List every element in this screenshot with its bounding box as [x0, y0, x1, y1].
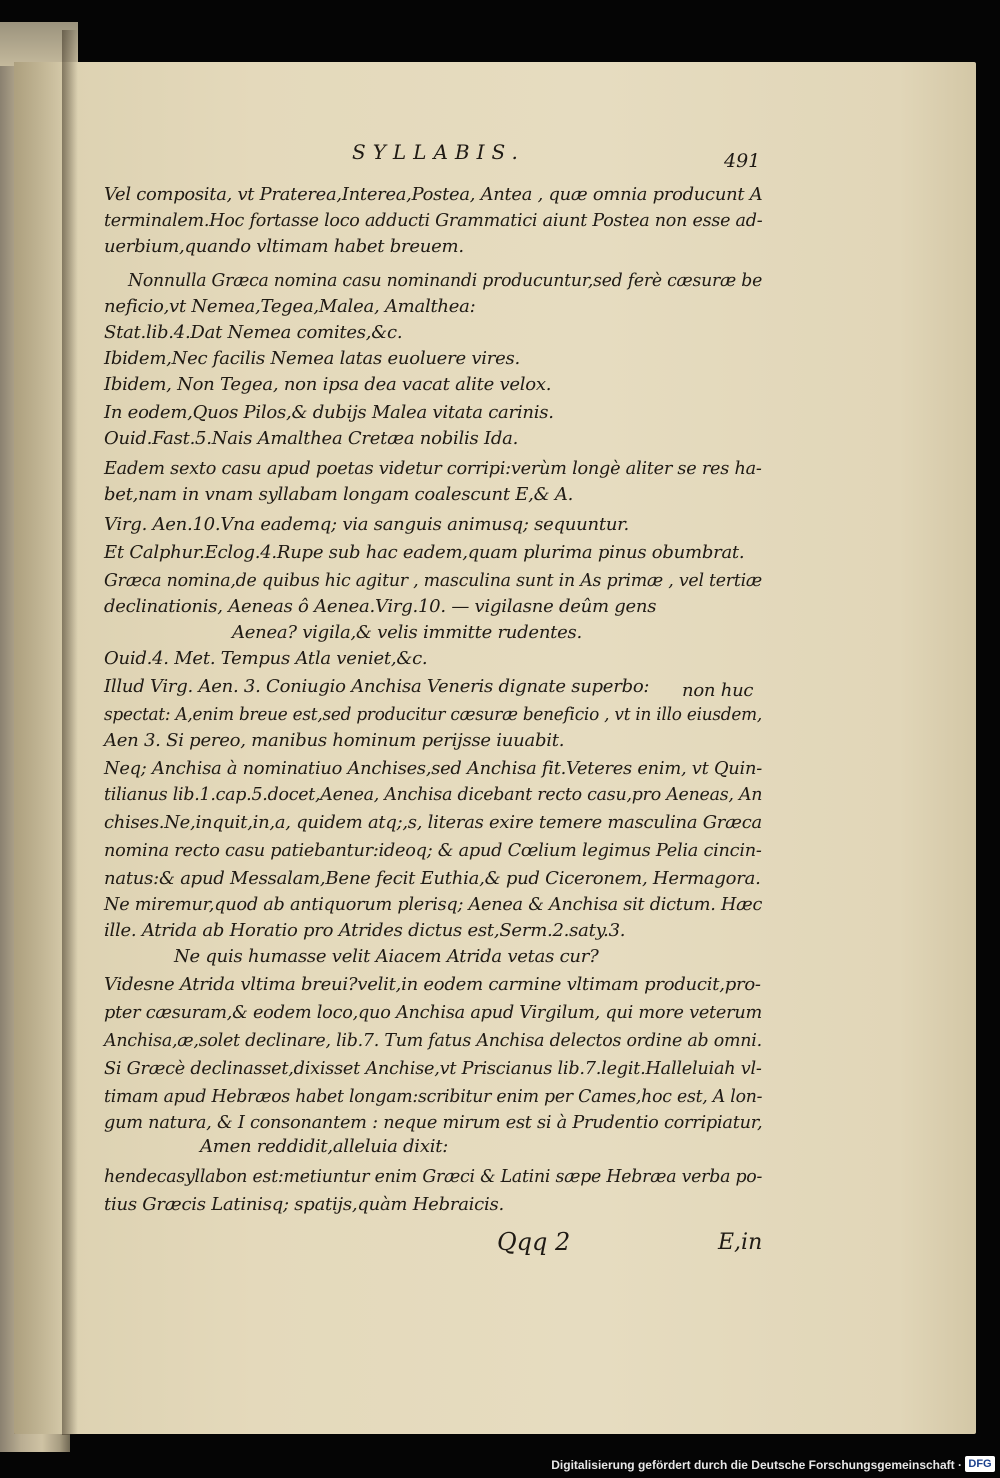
- text-line: Ne miremur,quod ab antiquorum plerisq; Aenea & Anchisa sit dictum. Hæc: [104, 894, 763, 915]
- text-line: Græca nomina,de quibus hic agitur , masculina sunt in As primæ , vel tertiæ: [104, 570, 763, 591]
- text-line: Stat.lib.4.Dat Nemea comites,&c.: [104, 322, 403, 343]
- text-line: Eadem sexto casu apud poetas videtur corripi:verùm longè aliter se res ha-: [104, 458, 762, 479]
- text-line: tius Græcis Latinisq; spatijs,quàm Hebraicis.: [104, 1194, 504, 1215]
- text-line: Ibidem, Non Tegea, non ipsa dea vacat alite velox.: [104, 374, 552, 395]
- text-line: Si Græcè declinasset,dixisset Anchise,vt Priscianus lib.7.legit.Halleluiah vl-: [104, 1058, 762, 1079]
- text-line: terminalem.Hoc fortasse loco adducti Grammatici aiunt Postea non esse ad-: [104, 210, 763, 231]
- text-line: declinationis, Aeneas ô Aenea.Virg.10. — vigilasne deûm gens: [104, 596, 657, 617]
- text-line: Amen reddidit,alleluia dixit:: [200, 1136, 449, 1157]
- text-line: Anchisa,æ,solet declinare, lib.7. Tum fatus Anchisa delectos ordine ab omni.: [104, 1030, 762, 1051]
- text-line: natus:& apud Messalam,Bene fecit Euthia,& pud Ciceronem, Hermagora.: [104, 868, 761, 889]
- text-line: Ouid.Fast.5.Nais Amalthea Cretæa nobilis Ida.: [104, 428, 519, 449]
- text-line: Ibidem,Nec facilis Nemea latas euoluere vires.: [104, 348, 520, 369]
- text-line: In eodem,Quos Pilos,& dubijs Malea vitata carinis.: [104, 402, 554, 423]
- text-line: Ouid.4. Met. Tempus Atla veniet,&c.: [104, 648, 428, 669]
- text-line: spectat: A,enim breue est,sed producitur cæsuræ beneficio , vt in illo eiusdem,: [104, 704, 763, 725]
- text-line: Aen 3. Si pereo, manibus hominum perijsse iuuabit.: [104, 730, 565, 751]
- text-line: chises.Ne,inquit,in,a, quidem atq;,s, literas exire temere masculina Græca: [104, 812, 762, 833]
- text-line: Neq; Anchisa à nominatiuo Anchises,sed Anchisa fit.Veteres enim, vt Quin-: [104, 758, 762, 779]
- running-head: SYLLABIS.: [352, 140, 525, 164]
- text-line: neficio,vt Nemea,Tegea,Malea, Amalthea:: [104, 296, 476, 317]
- dfg-logo: DFG: [965, 1456, 995, 1472]
- text-line: ille. Atrida ab Horatio pro Atrides dictus est,Serm.2.saty.3.: [104, 920, 626, 941]
- margin-note: non huc: [682, 680, 754, 701]
- text-line: Vel composita, vt Praterea,Interea,Postea, Antea , quæ omnia producunt A: [104, 184, 763, 205]
- text-line: pter cæsuram,& eodem loco,quo Anchisa apud Virgilum, qui more veterum: [104, 1002, 762, 1023]
- text-line: Virg. Aen.10.Vna eademq; via sanguis animusq; sequuntur.: [104, 514, 630, 535]
- text-line: nomina recto casu patiebantur:ideoq; & apud Cœlium legimus Pelia cincin-: [104, 840, 762, 861]
- text-line: tilianus lib.1.cap.5.docet,Aenea, Anchisa dicebant recto casu,pro Aeneas, An: [104, 784, 763, 805]
- text-line: gum natura, & I consonantem : neque mirum est si à Prudentio corripiatur,: [104, 1112, 763, 1133]
- text-line: Ne quis humasse velit Aiacem Atrida vetas cur?: [174, 946, 599, 967]
- catchword: E,in: [718, 1230, 763, 1255]
- text-line: bet,nam in vnam syllabam longam coalescunt E,& A.: [104, 484, 574, 505]
- text-line: Illud Virg. Aen. 3. Coniugio Anchisa Veneris dignate superbo:: [104, 676, 650, 697]
- text-line: uerbium,quando vltimam habet breuem.: [104, 236, 464, 257]
- text-line: hendecasyllabon est:metiuntur enim Græci & Latini sæpe Hebræa verba po-: [104, 1166, 763, 1187]
- funding-credit: Digitalisierung gefördert durch die Deutsche Forschungsgemeinschaft ·: [551, 1458, 962, 1472]
- signature-mark: Qqq 2: [497, 1228, 571, 1256]
- text-line: timam apud Hebræos habet longam:scribitur enim per Cames,hoc est, A lon-: [104, 1086, 763, 1107]
- text-line: Nonnulla Græca nomina casu nominandi producuntur,sed ferè cæsuræ be: [128, 270, 763, 291]
- page-number: 491: [724, 150, 761, 172]
- text-line: Et Calphur.Eclog.4.Rupe sub hac eadem,quam plurima pinus obumbrat.: [104, 542, 745, 563]
- text-line: Aenea? vigila,& velis immitte rudentes.: [232, 622, 583, 643]
- text-line: Videsne Atrida vltima breui?velit,in eodem carmine vltimam producit,pro-: [104, 974, 761, 995]
